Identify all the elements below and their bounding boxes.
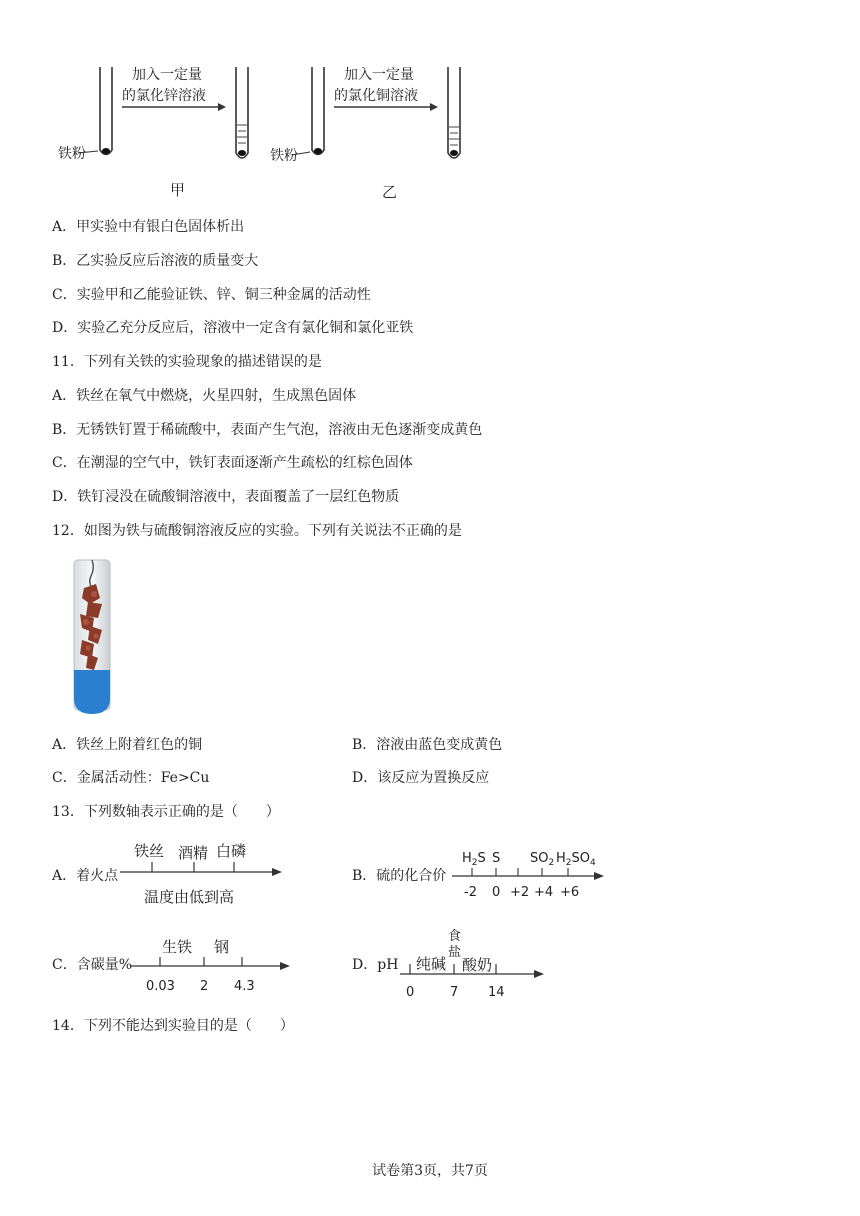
q10-option-b: B．乙实验反应后溶液的质量变大 (52, 253, 259, 269)
q13-b-s: S (492, 851, 501, 866)
q13-d-salt-bottom: 盐 (448, 945, 462, 960)
q13-a-number-line (120, 838, 290, 910)
q13-a-label: 着火点 (76, 868, 119, 884)
q13-c-tick-0-03: 0.03 (146, 979, 175, 994)
q13-c-label: 含碳量% (76, 957, 133, 973)
q13-stem: 13．下列数轴表示正确的是（ ） (52, 804, 280, 820)
arrow1-line1: 加入一定量 (132, 67, 202, 83)
q13-d-tick-0: 0 (406, 985, 415, 1000)
q12-option-b: B．溶液由蓝色变成黄色 (352, 737, 503, 753)
q11-option-d: D．铁钉浸没在硫酸铜溶液中，表面覆盖了一层红色物质 (52, 489, 400, 505)
test-tube-left-2 (236, 67, 248, 158)
q13-b-tick-plus6: +6 (560, 885, 580, 900)
q10-option-c: C．实验甲和乙能验证铁、锌、铜三种金属的活动性 (52, 287, 371, 303)
q13-b-number-line (452, 846, 612, 902)
q13-b-tick-0: 0 (492, 885, 501, 900)
q13-a-item-iron-wire: 铁丝 (134, 842, 165, 860)
arrow1-line2: 的氯化锌溶液 (122, 88, 206, 104)
test-tube-left-1 (100, 67, 112, 155)
q13-b-h2s: $H_2S$ (462, 851, 486, 868)
q13-b-tick-neg2: -2 (464, 885, 477, 900)
q13-b-label: 硫的化合价 (376, 868, 447, 884)
q13-d-item-soda: 纯碱 (416, 955, 447, 973)
left-tube-label: 铁粉 (58, 146, 86, 162)
q13-c-tick-4-3: 4.3 (234, 979, 255, 994)
q11-option-c: C．在潮湿的空气中，铁钉表面逐渐产生疏松的红棕色固体 (52, 455, 413, 471)
q13-b-tick-plus4: +4 (534, 885, 554, 900)
q13-d-salt-top: 食 (448, 929, 462, 944)
caption-right: 乙 (382, 183, 398, 201)
q13-d-label: pH (377, 957, 399, 973)
q13-a-below: 温度由低到高 (144, 888, 235, 906)
q13-a-letter: A．着火点 (52, 868, 119, 884)
q10-option-d: D．实验乙充分反应后，溶液中一定含有氯化铜和氯化亚铁 (52, 320, 414, 336)
caption-left: 甲 (170, 181, 186, 199)
q13-d-tick-7: 7 (450, 985, 459, 1000)
q11-stem: 11．下列有关铁的实验现象的描述错误的是 (52, 354, 322, 370)
q13-b-letter: B．硫的化合价 (352, 868, 447, 884)
arrow2-line1: 加入一定量 (344, 67, 414, 83)
q13-a-item-white-phosphorus: 白磷 (216, 842, 247, 860)
experiment-figure (50, 55, 490, 210)
q13-c-number-line (130, 930, 300, 996)
test-tube-right-1 (312, 67, 324, 155)
q13-b-so2: $SO_2$ (530, 851, 555, 868)
q12-stem: 12．如图为铁与硫酸铜溶液反应的实验。下列有关说法不正确的是 (52, 523, 462, 539)
q12-option-a: A．铁丝上附着红色的铜 (52, 737, 203, 753)
right-tube-label: 铁粉 (270, 148, 298, 164)
q13-c-letter: C．含碳量% (52, 957, 133, 973)
q13-d-letter: D．pH (352, 957, 399, 973)
q13-d-tick-14: 14 (488, 985, 505, 1000)
test-tube-right-2 (448, 67, 460, 158)
q13-c-tick-2: 2 (200, 979, 209, 994)
q13-b-tick-plus2: +2 (510, 885, 530, 900)
copper-sulfate-tube-photo (64, 558, 120, 718)
q13-d-number-line (400, 924, 550, 1000)
q13-b-h2so4: $H_2SO_4$ (556, 851, 596, 868)
q12-option-c: C．金属活动性：Fe>Cu (52, 770, 210, 786)
q11-option-b: B．无锈铁钉置于稀硫酸中，表面产生气泡，溶液由无色逐渐变成黄色 (52, 422, 483, 438)
q10-option-a: A．甲实验中有银白色固体析出 (52, 219, 245, 235)
q14-stem: 14．下列不能达到实验目的是（ ） (52, 1018, 294, 1034)
q12-option-d: D．该反应为置换反应 (352, 770, 490, 786)
q13-c-item-pig-iron: 生铁 (162, 938, 193, 956)
q13-d-item-yogurt: 酸奶 (462, 956, 493, 974)
page-footer: 试卷第3页，共7页 (372, 1163, 488, 1179)
arrow2-line2: 的氯化铜溶液 (334, 88, 418, 104)
q13-c-item-steel: 钢 (214, 938, 230, 956)
q13-a-item-alcohol: 酒精 (178, 844, 209, 862)
q11-option-a: A．铁丝在氧气中燃烧，火星四射，生成黑色固体 (52, 388, 357, 404)
